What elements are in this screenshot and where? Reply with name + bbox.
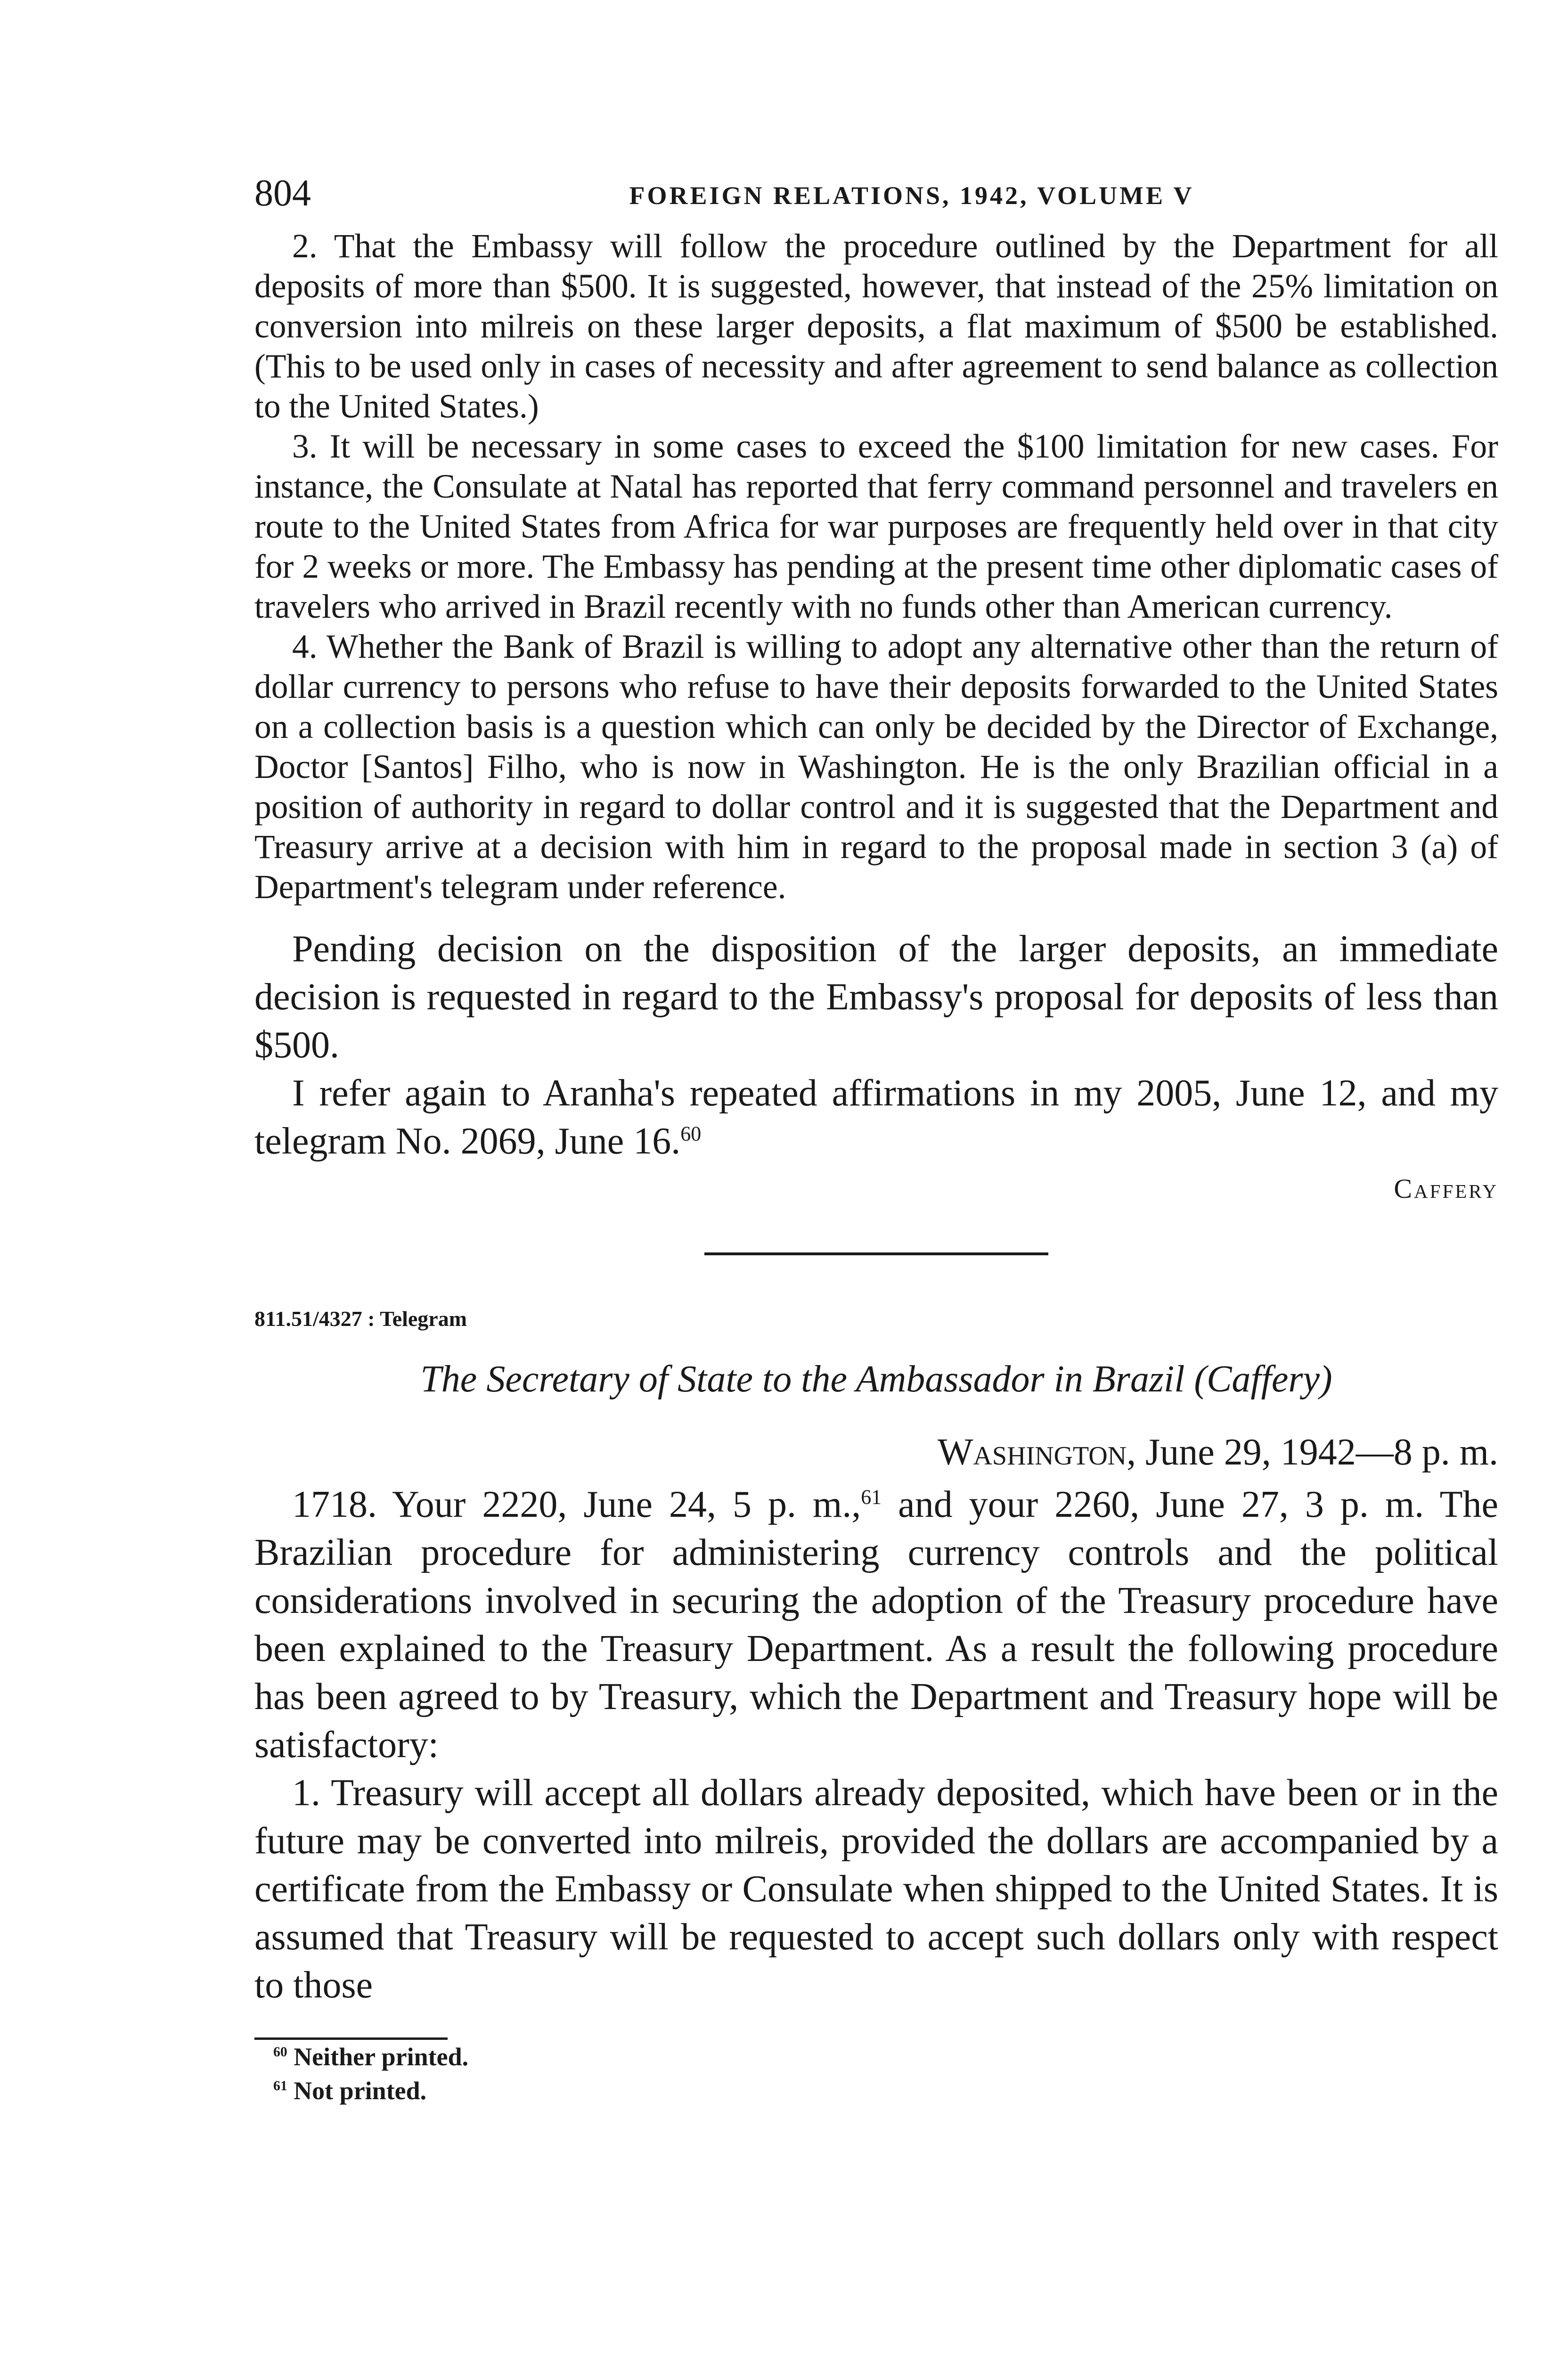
telegram-paragraph-1718: [254, 1481, 1498, 1769]
footnote-60: [254, 2040, 1498, 2074]
footnote-ref-61: 61: [861, 1485, 882, 1509]
dateline-date: June 29, 1942—8 p. m.: [1145, 1432, 1498, 1473]
footnote-text: Not printed.: [294, 2077, 427, 2105]
document-title: The Secretary of State to the Ambassador in Brazil (Caffery): [420, 1358, 1332, 1400]
paragraph-item-3: 3. It will be necessary in some cases to exceed the $100 limitation for new cases. For instance, the Consulate at Natal has reported that ferry command personnel and travelers en route to the United States from Africa for war purposes are frequently held over in that city for 2 weeks or more. The Embassy has pending at the present time other diplomatic cases of travelers who arrived in Brazil recently with no funds other than American currency.: [254, 428, 1498, 625]
signature: Caffery: [1394, 1173, 1498, 1204]
pending-paragraph: Pending decision on the disposition of the larger deposits, an immediate decision is requested in regard to the Embassy's proposal for deposits of less than $500.: [254, 928, 1498, 1066]
page-number: 804: [254, 172, 311, 214]
document-page: [254, 170, 1498, 2108]
footnote-mark: 61: [273, 2078, 287, 2094]
telegram-paragraph-rest: and your 2260, June 27, 3 p. m. The Brazilian procedure for administering currency controls and the political considerations involved in securing the adoption of the Treasury procedure have been explained to the Treasury Department. As a result the following procedure has been agreed to by Treasury, which the Department and Treasury hope will be satisfactory:: [254, 1484, 1498, 1766]
dateline: [254, 1424, 1498, 1481]
refer-paragraph: [254, 1069, 1498, 1165]
paragraph-item-4: 4. Whether the Bank of Brazil is willing to adopt any alternative other than the return of dollar currency to persons who refuse to have their deposits forwarded to the United States on a collection basis is a question which can only be decided by the Director of Exchange, Doctor [Santos] Filho, who is now in Washington. He is the only Brazilian official in a position of authority in regard to dollar control and it is suggested that the Department and Treasury arrive at a decision with him in regard to the proposal made in section 3 (a) of Department's telegram under reference.: [254, 628, 1498, 906]
refer-paragraph-text: I refer again to Aranha's repeated affirmations in my 2005, June 12, and my telegram No. 2069, June 16.: [254, 1072, 1498, 1162]
running-title: FOREIGN RELATIONS, 1942, VOLUME V: [629, 181, 1194, 210]
page-header: [254, 170, 1498, 226]
telegram-paragraph-item-1: 1. Treasury will accept all dollars already deposited, which have been or in the future may be converted into milreis, provided the dollars are accompanied by a certificate from the Embassy or Consulate when shipped to the United States. It is assumed that Treasury will be requested to accept such dollars only with respect to those: [254, 1772, 1498, 2006]
dateline-place: Washington,: [937, 1432, 1136, 1473]
footnote-ref-60: 60: [680, 1122, 702, 1145]
footnote-text: Neither printed.: [294, 2043, 469, 2071]
file-reference: 811.51/4327 : Telegram: [254, 1307, 467, 1331]
footnote-mark: 60: [273, 2045, 287, 2060]
footnote-61: [254, 2074, 1498, 2108]
telegram-paragraph-start: 1718. Your 2220, June 24, 5 p. m.,: [292, 1484, 861, 1525]
section-divider: [704, 1252, 1048, 1255]
paragraph-item-2: 2. That the Embassy will follow the procedure outlined by the Department for all deposits of more than $500. It is suggested, however, that instead of the 25% limitation on conversion into milreis on these larger deposits, a flat maximum of $500 be established. (This to be used only in cases of necessity and after agreement to send balance as collection to the United States.): [254, 228, 1498, 425]
